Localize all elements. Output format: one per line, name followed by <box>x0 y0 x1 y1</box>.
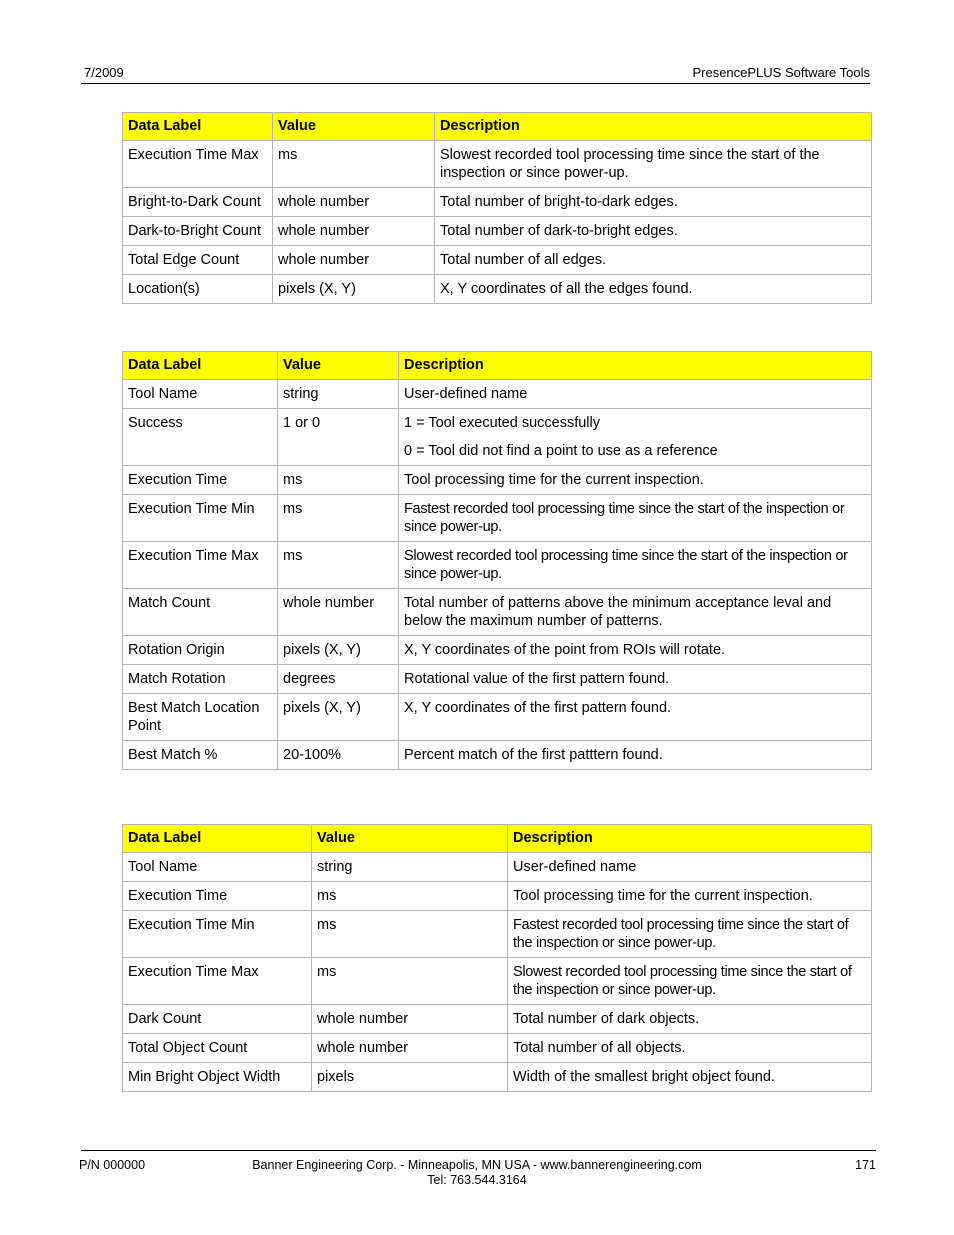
description-cell: Total number of patterns above the minimum acceptance leval and below the maximum number of patterns. <box>399 589 872 636</box>
data-label-cell: Total Edge Count <box>123 246 273 275</box>
description-cell: Slowest recorded tool processing time since the start of the inspection or since power-up. <box>435 141 872 188</box>
column-header: Description <box>399 352 872 380</box>
value-cell: whole number <box>273 246 435 275</box>
table-row <box>123 217 872 246</box>
value-cell: degrees <box>278 665 399 694</box>
data-label-cell: Best Match % <box>123 741 278 770</box>
description-cell: X, Y coordinates of the first pattern found. <box>399 694 872 741</box>
value-cell: string <box>278 380 399 409</box>
description-cell: X, Y coordinates of all the edges found. <box>435 275 872 304</box>
value-cell: whole number <box>273 217 435 246</box>
table-row <box>123 589 872 636</box>
description-cell: Total number of dark-to-bright edges. <box>435 217 872 246</box>
data-label-cell: Success <box>123 409 278 466</box>
value-cell: ms <box>312 958 508 1005</box>
data-label-cell: Dark Count <box>123 1005 312 1034</box>
value-cell: ms <box>278 542 399 589</box>
data-label-cell: Execution Time Max <box>123 141 273 188</box>
description-cell: Total number of all edges. <box>435 246 872 275</box>
description-cell: Fastest recorded tool processing time since the start of the inspection or since power-up. <box>399 495 872 542</box>
value-cell: 20-100% <box>278 741 399 770</box>
header-rule <box>81 83 870 84</box>
table-row <box>123 466 872 495</box>
data-label-cell: Execution Time <box>123 882 312 911</box>
column-header: Data Label <box>123 113 273 141</box>
description-cell: Fastest recorded tool processing time since the start of the inspection or since power-up. <box>508 911 872 958</box>
table-row <box>123 1063 872 1092</box>
data-label-cell: Execution Time <box>123 466 278 495</box>
footer-rule <box>81 1150 876 1151</box>
table-row <box>123 741 872 770</box>
table-row <box>123 853 872 882</box>
data-label-cell: Execution Time Max <box>123 958 312 1005</box>
data-label-cell: Match Rotation <box>123 665 278 694</box>
data-label-cell: Tool Name <box>123 853 312 882</box>
value-cell: string <box>312 853 508 882</box>
table-row <box>123 958 872 1005</box>
table-header-row <box>123 352 872 380</box>
pattern-data-table <box>122 351 872 770</box>
table-row <box>123 882 872 911</box>
column-header: Description <box>435 113 872 141</box>
data-label-cell: Execution Time Min <box>123 495 278 542</box>
table-row <box>123 495 872 542</box>
data-label-cell: Execution Time Max <box>123 542 278 589</box>
table-header-row <box>123 113 872 141</box>
description-cell: User-defined name <box>399 380 872 409</box>
data-label-cell: Best Match Location Point <box>123 694 278 741</box>
object-data-table <box>122 824 872 1092</box>
description-cell: Tool processing time for the current inspection. <box>399 466 872 495</box>
description-cell: Total number of all objects. <box>508 1034 872 1063</box>
data-label-cell: Min Bright Object Width <box>123 1063 312 1092</box>
value-cell: ms <box>312 911 508 958</box>
column-header: Value <box>273 113 435 141</box>
column-header: Description <box>508 825 872 853</box>
data-label-cell: Match Count <box>123 589 278 636</box>
column-header: Data Label <box>123 825 312 853</box>
data-label-cell: Execution Time Min <box>123 911 312 958</box>
table-row <box>123 380 872 409</box>
table-row <box>123 141 872 188</box>
description-cell: Tool processing time for the current inspection. <box>508 882 872 911</box>
value-cell: whole number <box>278 589 399 636</box>
footer-page-number: 171 <box>855 1158 876 1172</box>
column-header: Value <box>312 825 508 853</box>
table-row <box>123 694 872 741</box>
description-cell: Slowest recorded tool processing time since the start of the inspection or since power-up. <box>399 542 872 589</box>
footer-company: Banner Engineering Corp. - Minneapolis, MN USA - www.bannerengineering.com <box>252 1158 702 1172</box>
value-cell: ms <box>278 495 399 542</box>
table-row <box>123 636 872 665</box>
value-cell: whole number <box>312 1034 508 1063</box>
data-label-cell: Rotation Origin <box>123 636 278 665</box>
description-cell: Percent match of the first patttern found. <box>399 741 872 770</box>
table-row <box>123 665 872 694</box>
value-cell: ms <box>273 141 435 188</box>
footer-part-number: P/N 000000 <box>79 1158 146 1172</box>
description-cell <box>399 409 872 466</box>
table-row <box>123 911 872 958</box>
footer-phone: Tel: 763.544.3164 <box>427 1173 527 1187</box>
column-header: Data Label <box>123 352 278 380</box>
description-cell: Total number of dark objects. <box>508 1005 872 1034</box>
footer-contact <box>0 1158 954 1188</box>
table-row <box>123 409 872 466</box>
data-label-cell: Total Object Count <box>123 1034 312 1063</box>
table-row <box>123 275 872 304</box>
data-label-cell: Bright-to-Dark Count <box>123 188 273 217</box>
description-cell: Width of the smallest bright object found. <box>508 1063 872 1092</box>
page-header-date: 7/2009 <box>84 65 124 80</box>
description-line: 1 = Tool executed successfully <box>404 415 600 431</box>
table-header-row <box>123 825 872 853</box>
description-cell: Rotational value of the first pattern found. <box>399 665 872 694</box>
data-label-cell: Dark-to-Bright Count <box>123 217 273 246</box>
value-cell: pixels <box>312 1063 508 1092</box>
table-row <box>123 188 872 217</box>
description-cell: X, Y coordinates of the point from ROIs will rotate. <box>399 636 872 665</box>
value-cell: pixels (X, Y) <box>278 694 399 741</box>
data-label-cell: Tool Name <box>123 380 278 409</box>
edge-data-table <box>122 112 872 304</box>
table-row <box>123 246 872 275</box>
description-cell: Total number of bright-to-dark edges. <box>435 188 872 217</box>
table-row <box>123 1005 872 1034</box>
value-cell: whole number <box>312 1005 508 1034</box>
value-cell: ms <box>278 466 399 495</box>
description-line: 0 = Tool did not find a point to use as a reference <box>404 443 718 459</box>
table-row <box>123 1034 872 1063</box>
value-cell: pixels (X, Y) <box>278 636 399 665</box>
value-cell: whole number <box>273 188 435 217</box>
value-cell: ms <box>312 882 508 911</box>
column-header: Value <box>278 352 399 380</box>
page-header-title: PresencePLUS Software Tools <box>692 65 870 80</box>
value-cell: 1 or 0 <box>278 409 399 466</box>
data-label-cell: Location(s) <box>123 275 273 304</box>
table-row <box>123 542 872 589</box>
value-cell: pixels (X, Y) <box>273 275 435 304</box>
description-cell: User-defined name <box>508 853 872 882</box>
description-cell: Slowest recorded tool processing time since the start of the inspection or since power-up. <box>508 958 872 1005</box>
